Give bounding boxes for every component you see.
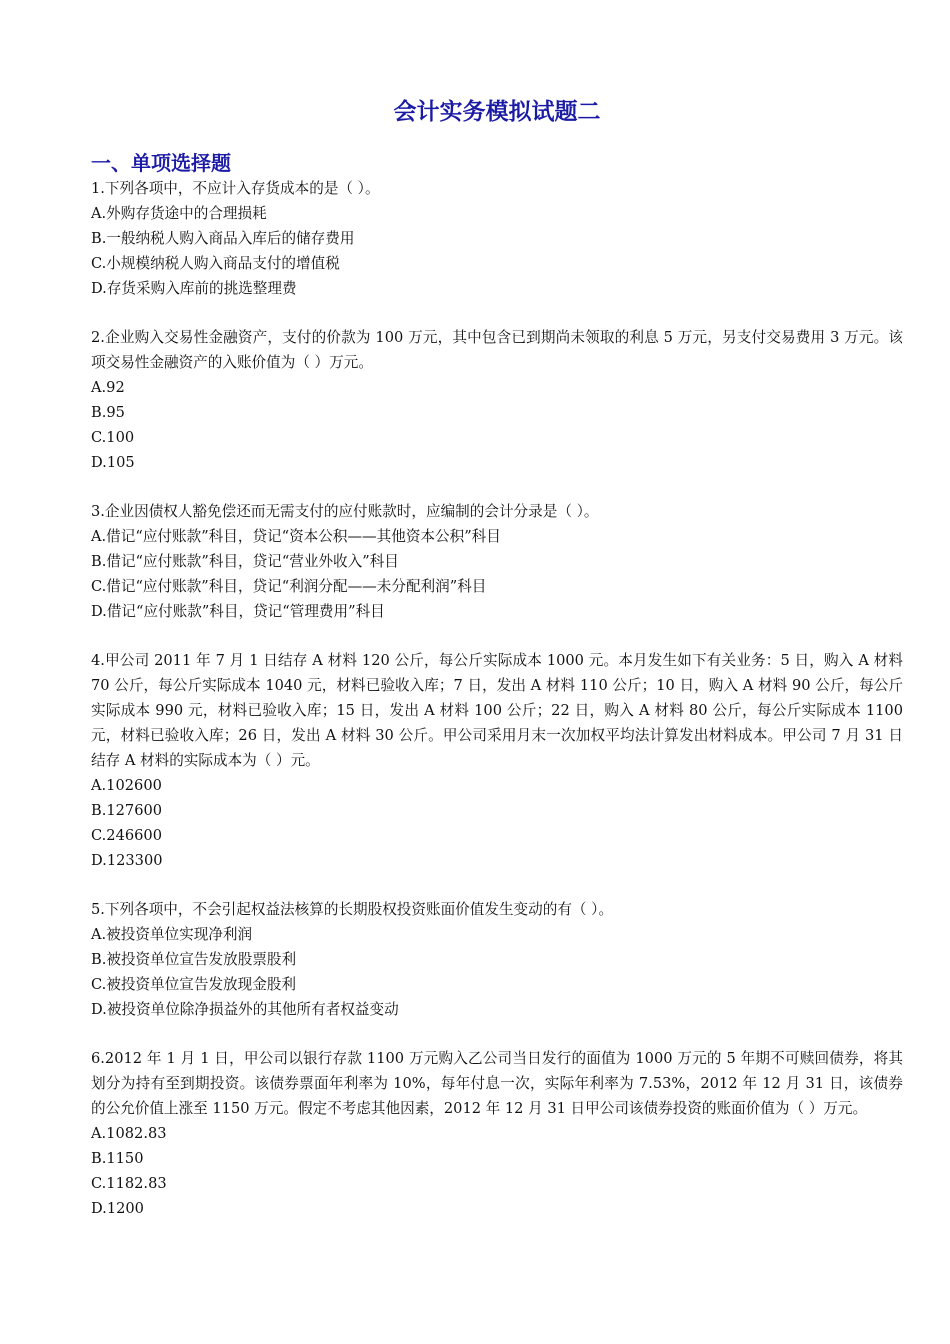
question-5 — [91, 897, 903, 1022]
question-stem: 5.下列各项中，不会引起权益法核算的长期股权投资账面价值发生变动的有（ ）。 — [91, 901, 614, 918]
option-b: B.95 — [91, 404, 125, 421]
option-c: C.被投资单位宣告发放现金股利 — [91, 976, 297, 993]
option-b: B.一般纳税人购入商品入库后的储存费用 — [91, 230, 355, 247]
option-d: D.105 — [91, 454, 135, 471]
question-stem: 3.企业因债权人豁免偿还而无需支付的应付账款时，应编制的会计分录是（ ）。 — [91, 503, 599, 520]
option-a: A.92 — [91, 379, 125, 396]
question-stem: 1.下列各项中，不应计入存货成本的是（ ）。 — [91, 180, 380, 197]
document-page — [91, 92, 903, 1245]
option-b: B.借记“应付账款”科目，贷记“营业外收入”科目 — [91, 553, 399, 570]
option-d: D.借记“应付账款”科目，贷记“管理费用”科目 — [91, 603, 385, 620]
question-stem: 4.甲公司 2011 年 7 月 1 日结存 A 材料 120 公斤，每公斤实际成本 1000 元。本月发生如下有关业务：5 日，购入 A 材料 70 公斤，每公斤实际成本 1040 元，材料已验收入库；7 日，发出 A 材料 110 公斤；10 日，购入 A 材料 90 公斤，每公斤实际成本 990 元，材料已验收入库；15 日，发出 A 材料 100 公斤；22 日，购入 A 材料 80 公斤，每公斤实际成本 1100 元，材料已验收入库；26 日，发出 A 材料 30 公斤。甲公司采用月末一次加权平均法计算发出材料成本。甲公司 7 月 31 日结存 A 材料的实际成本为（ ）元。 — [91, 652, 903, 769]
option-a: A.借记“应付账款”科目，贷记“资本公积——其他资本公积”科目 — [91, 528, 501, 545]
option-a: A.102600 — [91, 777, 162, 794]
question-stem: 2.企业购入交易性金融资产，支付的价款为 100 万元，其中包含已到期尚未领取的利息 5 万元，另支付交易费用 3 万元。该项交易性金融资产的入账价值为（ ）万元。 — [91, 329, 903, 371]
option-c: C.100 — [91, 429, 135, 446]
option-c: C.1182.83 — [91, 1175, 167, 1192]
option-a: A.被投资单位实现净利润 — [91, 926, 253, 943]
question-1 — [91, 176, 903, 301]
option-b: B.1150 — [91, 1150, 144, 1167]
option-c: C.借记“应付账款”科目，贷记“利润分配——未分配利润”科目 — [91, 578, 487, 595]
option-d: D.1200 — [91, 1200, 144, 1217]
document-title: 会计实务模拟试题二 — [393, 99, 601, 125]
question-6 — [91, 1046, 903, 1221]
question-stem: 6.2012 年 1 月 1 日，甲公司以银行存款 1100 万元购入乙公司当日发行的面值为 1000 万元的 5 年期不可赎回债券，将其划分为持有至到期投资。该债券票面年利率为 10%，每年付息一次，实际年利率为 7.53%，2012 年 12 月 31 日，该债券的公允价值上涨至 1150 万元。假定不考虑其他因素，2012 年 12 月 31 日甲公司该债券投资的账面价值为（ ）万元。 — [91, 1050, 903, 1117]
section-title: 一、单项选择题 — [91, 151, 231, 175]
option-b: B.被投资单位宣告发放股票股利 — [91, 951, 297, 968]
option-d: D.存货采购入库前的挑选整理费 — [91, 280, 297, 297]
question-3 — [91, 499, 903, 624]
option-c: C.小规模纳税人购入商品支付的增值税 — [91, 255, 340, 272]
question-2 — [91, 325, 903, 475]
option-d: D.123300 — [91, 852, 163, 869]
option-a: A.外购存货途中的合理损耗 — [91, 205, 267, 222]
option-c: C.246600 — [91, 827, 162, 844]
option-b: B.127600 — [91, 802, 163, 819]
question-4 — [91, 648, 903, 873]
option-a: A.1082.83 — [91, 1125, 167, 1142]
option-d: D.被投资单位除净损益外的其他所有者权益变动 — [91, 1001, 399, 1018]
